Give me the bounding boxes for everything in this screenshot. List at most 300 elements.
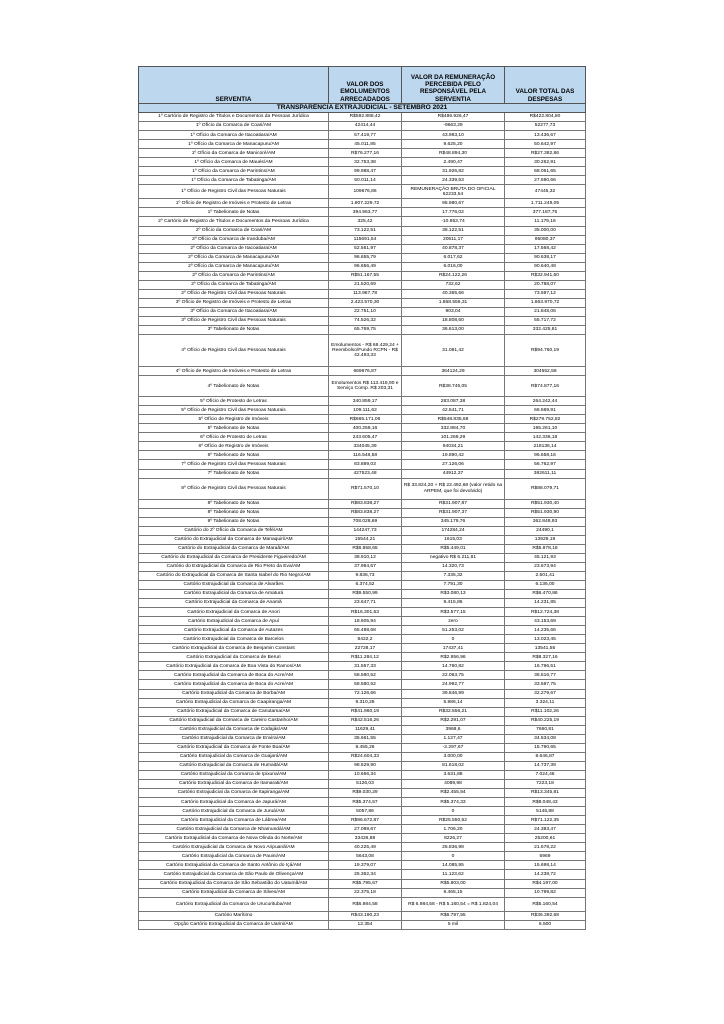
despesas-cell: 96.658,16 [505,451,586,460]
remuneracao-cell: R$ 33.824,20 + R$ 22.492,68 (valor retido na ARPEM, que foi devolvido) [402,478,505,499]
serventia-cell: Cartório Extrajudicial da Comarca de Pauini/AM [139,852,329,861]
table-row [139,671,586,680]
table-row [139,442,586,451]
emolumentos-cell: 58.580,52 [329,680,402,689]
table-row [139,517,586,526]
emolumentos-cell: R$76.277,16 [329,149,402,158]
despesas-cell: R$422.804,80 [505,113,586,122]
emolumentos-cell: 52.561,97 [329,244,402,253]
transparency-sheet [138,66,585,930]
table-row [139,599,586,608]
serventia-cell: Cartório Extrajudicial da Comarca de São Paulo de Olivença/AM [139,870,329,879]
remuneracao-cell: 22.063,75 [402,671,505,680]
remuneracao-cell: 1.706,20 [402,825,505,834]
remuneracao-cell: 24.339,53 [402,176,505,185]
emolumentos-cell: 58.580,52 [329,671,402,680]
emolumentos-cell: 19.379,07 [329,861,402,870]
remuneracao-cell: 8226,27 [402,834,505,843]
serventia-cell: 3º Ofício da Comarca de Itacoatiara/AM [139,307,329,316]
despesas-cell: 10.799,82 [505,888,586,897]
table-row [139,140,586,149]
remuneracao-cell: 27.126,06 [402,460,505,469]
emolumentos-cell: 5126,03 [329,780,402,789]
despesas-cell: 90.640,49 [505,262,586,271]
despesas-cell: 27.690,66 [505,176,586,185]
table-row [139,499,586,508]
table-row [139,879,586,888]
remuneracao-cell: R$ 6.984,58 - R$ 5.160,54 = R$ 1.824,04 [402,897,505,911]
table-row [139,326,586,335]
col-header-serventia: SERVENTIA [139,67,329,104]
despesas-cell: 66.569,91 [505,406,586,415]
remuneracao-cell: 9.415,86 [402,599,505,608]
remuneracao-cell: zero [402,617,505,626]
despesas-cell: R$5.878,18 [505,544,586,553]
despesas-cell: 90.638,17 [505,253,586,262]
col-header-emolumentos: VALOR DOS EMOLUMENTOS ARRECADADOS [329,67,402,104]
emolumentos-cell: 15544,21 [329,535,402,544]
serventia-cell: 1º Ofício da Comarca de Itacoatiara/AM [139,131,329,140]
emolumentos-cell: 57.419,77 [329,131,402,140]
despesas-cell: 2.501,41 [505,571,586,580]
serventia-cell: Cartório Extrajudicial da Comarca de Careiro Castanho/AM [139,716,329,725]
serventia-cell: 6º Tabelionato de Notas [139,451,329,460]
serventia-cell: Cartório Extrajudicial da Comarca de Lábrea/AM [139,816,329,825]
remuneracao-cell: R$31.907,37 [402,508,505,517]
emolumentos-cell: 96.655,79 [329,253,402,262]
serventia-cell: Cartório do Extrajudicial da Comarca de Maraã/AM [139,544,329,553]
serventia-cell: 3º Ofício de Registro de Imóveis e Protesto de Letras [139,298,329,307]
emolumentos-cell: 21.520,69 [329,280,402,289]
despesas-cell: R$51.930,40 [505,499,586,508]
emolumentos-cell: 394.963,77 [329,208,402,217]
despesas-cell: R$8.327,16 [505,653,586,662]
emolumentos-cell: 50.011,14 [329,176,402,185]
remuneracao-cell: 732,62 [402,280,505,289]
remuneracao-cell: 40.878,37 [402,244,505,253]
remuneracao-cell: 174284,24 [402,526,505,535]
despesas-cell: 35.000,00 [505,226,586,235]
remuneracao-cell: 0 [402,635,505,644]
despesas-cell: 45.121,93 [505,553,586,562]
despesas-cell: 5969 [505,852,586,861]
despesas-cell: R$40.225,19 [505,716,586,725]
table-row [139,280,586,289]
remuneracao-cell: 19.890,42 [402,451,505,460]
table-row [139,235,586,244]
serventia-cell: Cartório Extrajudicial da Comarca de Autazes [139,626,329,635]
serventia-cell: Cartório Extrajudicial da Comarca de Japurá/AM [139,798,329,807]
table-row [139,335,586,367]
table-row [139,415,586,424]
table-row [139,807,586,816]
despesas-cell: R$94.760,19 [505,335,586,367]
serventia-cell: 2º Ofício da Comarca de Manacapuru/AM [139,253,329,262]
emolumentos-cell: 2.423.570,30 [329,298,402,307]
remuneracao-cell: 3.000,00 [402,752,505,761]
emolumentos-cell: R$11.284,12 [329,653,402,662]
despesas-cell: 36.516,77 [505,671,586,680]
emolumentos-cell: 99.988,47 [329,167,402,176]
despesas-cell: 23.673,94 [505,562,586,571]
emolumentos-cell: 1.807.229,72 [329,199,402,208]
remuneracao-cell: 38.122,51 [402,226,505,235]
remuneracao-cell: 5.986,14 [402,698,505,707]
remuneracao-cell: R$3.577,15 [402,608,505,617]
serventia-cell: Cartório Extrajudicial da Comarca de Ipixuna/AM [139,770,329,779]
despesas-cell: 5146,88 [505,807,586,816]
remuneracao-cell: 14.760,82 [402,662,505,671]
table-row [139,580,586,589]
serventia-cell: Cartório Extrajudicial da Comarca de Anamã [139,599,329,608]
serventia-cell: 1º Ofício da Comarca de Parintins/AM [139,167,329,176]
remuneracao-cell: 5 mil [402,920,505,929]
remuneracao-cell: 9.625,20 [402,140,505,149]
remuneracao-cell: 364124,29 [402,367,505,376]
table-row [139,562,586,571]
despesas-cell: R$6.470,86 [505,590,586,599]
despesas-cell: R$5.160,54 [505,897,586,911]
remuneracao-cell: -9663,29 [402,122,505,131]
emolumentos-cell: 400.259,16 [329,424,402,433]
emolumentos-cell: 113.967,78 [329,289,402,298]
serventia-cell: 9º Tabelionato de Notas [139,517,329,526]
table-row [139,920,586,929]
remuneracao-cell: R$31.907,87 [402,499,505,508]
remuneracao-cell: 903,04 [402,307,505,316]
serventia-cell: Cartório Extrajudicial da Comarca de Itapiranga/AM [139,789,329,798]
serventia-cell: Cartório do Extrajudicial da Comarca de Manaquiri/AM [139,535,329,544]
emolumentos-cell: 340.859,17 [329,397,402,406]
table-row [139,861,586,870]
remuneracao-cell: 25.836,98 [402,843,505,852]
remuneracao-cell: 283.087,38 [402,397,505,406]
table-row [139,843,586,852]
emolumentos-cell: 74.526,32 [329,316,402,325]
table-row [139,469,586,478]
emolumentos-cell: 32.753,38 [329,158,402,167]
emolumentos-cell: 73.122,51 [329,226,402,235]
serventia-cell: 1º Ofício da Comarca de Maués/AM [139,158,329,167]
table-row [139,244,586,253]
table-row [139,789,586,798]
serventia-cell: Cartório Extrajudicial da Comarca de Barcelos [139,635,329,644]
emolumentos-cell: 33426,88 [329,834,402,843]
table-row [139,798,586,807]
despesas-cell: 73.597,12 [505,289,586,298]
serventia-cell: Cartório Extrajudicial da Comarca de Canutama/AM [139,707,329,716]
serventia-cell: Cartório Extrajudicial da Comarca de Fonte Boa/AM [139,743,329,752]
table-row [139,176,586,185]
despesas-cell: R$12.724,38 [505,608,586,617]
despesas-cell: R$8.048,43 [505,798,586,807]
despesas-cell: R$88.079,71 [505,478,586,499]
emolumentos-cell: R$9.030,29 [329,789,402,798]
despesas-cell: 47445,32 [505,185,586,199]
serventia-cell: Opção Cartório Extrajudicial da Comarca de Uarini/AM [139,920,329,929]
remuneracao-cell: -10.853,74 [402,217,505,226]
emolumentos-cell: R$83.838,27 [329,508,402,517]
serventia-cell: 1º Ofício de Registro de Imóveis e Protesto de Letras [139,199,329,208]
table-row [139,571,586,580]
serventia-cell: Cartório do Extrajudicial da Comarca de Presidente Figueiredo/AM [139,553,329,562]
despesas-cell: 13541,55 [505,644,586,653]
table-row [139,897,586,911]
serventia-cell: 8º Tabelionato de Notas [139,508,329,517]
serventia-cell: Cartório Marítimo [139,911,329,920]
emolumentos-cell: 18.605,94 [329,617,402,626]
despesas-cell: 11.179,16 [505,217,586,226]
serventia-cell: 5º Ofício de Protesto de Letras [139,397,329,406]
despesas-cell: 14.231,85 [505,599,586,608]
table-row [139,226,586,235]
table-row [139,526,586,535]
despesas-cell: 264.242,44 [505,397,586,406]
table-row [139,752,586,761]
emolumentos-cell: R$41.960,19 [329,707,402,716]
table-row [139,608,586,617]
table-row [139,167,586,176]
despesas-cell: 13929,18 [505,535,586,544]
serventia-cell: 2º Ofício da Comarca de Itacoatiara/AM [139,244,329,253]
emolumentos-cell: 96.656,49 [329,262,402,271]
serventia-cell: Cartório Extrajudicial da Comarca de Caapiranga/AM [139,698,329,707]
despesas-cell: R$11.102,26 [505,707,586,716]
emolumentos-cell: 45.011,85 [329,140,402,149]
despesas-cell: 25200,61 [505,834,586,843]
despesas-cell: R$4.197,00 [505,879,586,888]
serventia-cell: 5º Ofício de Registro Civil das Pessoas Naturais [139,406,329,415]
emolumentos-cell: R$83.838,27 [329,499,402,508]
remuneracao-cell: 14.085,95 [402,861,505,870]
emolumentos-cell: 72.126,66 [329,689,402,698]
despesas-cell: 20.788,07 [505,280,586,289]
serventia-cell: 1º Cartório de Registro de Títulos e Documentos da Pessoas Jurídica [139,113,329,122]
emolumentos-cell: 144247,73 [329,526,402,535]
table-row [139,662,586,671]
emolumentos-cell: R$9.550,99 [329,590,402,599]
remuneracao-cell: 20611,17 [402,235,505,244]
remuneracao-cell: 7.791,30 [402,580,505,589]
table-row [139,544,586,553]
remuneracao-cell: 31.926,82 [402,167,505,176]
serventia-cell: 3º Ofício de Registro Civil das Pessoas Naturais [139,316,329,325]
emolumentos-cell: 42414,44 [329,122,402,131]
serventia-cell: Cartório Extrajudicial da Comarca de Urucurituba/AM [139,897,329,911]
serventia-cell: Cartório do Extrajudicial da Comarca de Santa Isabel do Rio Negro/AM [139,571,329,580]
serventia-cell: Cartório Extrajudicial da Comarca de Boca do Acre/AM [139,680,329,689]
despesas-cell: 33.587,75 [505,680,586,689]
table-row [139,406,586,415]
table-row [139,698,586,707]
despesas-cell: 68.061,65 [505,167,586,176]
serventia-cell: Cartório Extrajudicial da Comarca de Anori [139,608,329,617]
remuneracao-cell: R$5.449,01 [402,544,505,553]
table-row [139,816,586,825]
emolumentos-cell: 65.488,68 [329,626,402,635]
remuneracao-cell: R$486.926,47 [402,113,505,122]
emolumentos-cell: 8.455,26 [329,743,402,752]
emolumentos-cell: 9.836,73 [329,571,402,580]
serventia-cell: Cartório Extrajudicial da Comarca de Guajará/AM [139,752,329,761]
table-row [139,208,586,217]
remuneracao-cell: 6.017,62 [402,253,505,262]
despesas-cell: 24490,1 [505,526,586,535]
remuneracao-cell: 11.123,62 [402,870,505,879]
despesas-cell: 15.790,65 [505,743,586,752]
emolumentos-cell: 115691,54 [329,235,402,244]
remuneracao-cell: R$48.894,30 [402,149,505,158]
despesas-cell: R$36.392,68 [505,911,586,920]
remuneracao-cell: 17437,41 [402,644,505,653]
remuneracao-cell: 39.846,99 [402,689,505,698]
emolumentos-cell: 243.605,47 [329,433,402,442]
table-row [139,158,586,167]
remuneracao-cell: R$6.797,55 [402,911,505,920]
table-row [139,535,586,544]
remuneracao-cell: R$25.550,52 [402,816,505,825]
emolumentos-cell: 22728,17 [329,644,402,653]
remuneracao-cell: 9.465,15 [402,888,505,897]
emolumentos-cell: 325,42 [329,217,402,226]
remuneracao-cell: 81.618,02 [402,761,505,770]
table-row [139,644,586,653]
serventia-cell: Cartório Extrajudicial da Comarca de Amaturá [139,590,329,599]
table-row [139,590,586,599]
despesas-cell: 21.678,22 [505,843,586,852]
table-row [139,870,586,879]
emolumentos-cell: 109.111,62 [329,406,402,415]
despesas-cell: 24.383,47 [505,825,586,834]
table-row [139,743,586,752]
serventia-cell: 2º Ofício de Registro Civil das Pessoas Naturais [139,289,329,298]
table-row [139,834,586,843]
serventia-cell: 6º Ofício de Protesto de Letras [139,433,329,442]
remuneracao-cell: 3968,6 [402,725,505,734]
emolumentos-cell: 5643,08 [329,852,402,861]
remuneracao-cell: 6.016,00 [402,262,505,271]
serventia-cell: Cartório Extrajudicial da Comarca de Santo Antônio do Içá/AM [139,861,329,870]
serventia-cell: 2º Ofício da Comarca de Manacapuru/AM [139,262,329,271]
despesas-cell: 52277,73 [505,122,586,131]
table-row [139,253,586,262]
emolumentos-cell: 10.656,34 [329,770,402,779]
table-row [139,460,586,469]
emolumentos-cell: R$16.301,53 [329,608,402,617]
header-row [139,67,586,104]
serventia-cell: 4º Ofício de Registro Civil das Pessoas Naturais [139,335,329,367]
emolumentos-cell: 22.375,18 [329,888,402,897]
serventia-cell: Cartório Extrajudicial da Comarca de Humaitá/AM [139,761,329,770]
serventia-cell: Cartório Extrajudicial da Comarca de Benjamin Constant [139,644,329,653]
emolumentos-cell: R$6.984,58 [329,897,402,911]
emolumentos-cell: R$96.672,87 [329,816,402,825]
emolumentos-cell: R$24.604,33 [329,752,402,761]
table-row [139,397,586,406]
table-row [139,780,586,789]
emolumentos-cell: 25.362,34 [329,870,402,879]
remuneracao-cell: R$2.956,96 [402,653,505,662]
despesas-cell: 55.717,72 [505,316,586,325]
despesas-cell: 8.646,87 [505,752,586,761]
remuneracao-cell: 94034,21 [402,442,505,451]
serventia-cell: 1º Ofício da Comarca de Coari/AM [139,122,329,131]
period-band: TRANSPARÊNCIA EXTRAJUDICIAL - SETEMBRO 2021 [139,104,586,113]
table-row [139,911,586,920]
serventia-cell: Cartório Extrajudicial da Comarca de Novo Aripuanã/AM [139,843,329,852]
remuneracao-cell: 43.983,10 [402,131,505,140]
serventia-cell: Cartório Extrajudicial da Comarca de Borba/AM [139,689,329,698]
despesas-cell: 50.642,97 [505,140,586,149]
despesas-cell: 13.023,45 [505,635,586,644]
serventia-cell: Cartório Extrajudicial da Comarca de Beruri [139,653,329,662]
remuneracao-cell: R$548.835,68 [402,415,505,424]
emolumentos-cell: R$71.570,10 [329,478,402,499]
despesas-cell: 15.698,14 [505,861,586,870]
remuneracao-cell: 4089,98 [402,780,505,789]
despesas-cell: 362.848,93 [505,517,586,526]
serventia-cell: Cartório do Extrajudicial da Comarca de Rio Preto da Eva/AM [139,562,329,571]
emolumentos-cell: 8422,2 [329,635,402,644]
table-row [139,478,586,499]
emolumentos-cell: 31.557,33 [329,662,402,671]
despesas-cell: 95080,37 [505,235,586,244]
serventia-cell: Cartório Extrajudicial da Comarca de Boca do Acre/AM [139,671,329,680]
remuneracao-cell: R$2.291,07 [402,716,505,725]
serventia-cell: 3º Tabelionato de Notas [139,326,329,335]
serventia-cell: Cartório Extrajudicial da Comarca de Apuí [139,617,329,626]
serventia-cell: 1º Ofício de Registro Civil das Pessoas Naturais [139,185,329,199]
remuneracao-cell: 31.081,42 [402,335,505,367]
remuneracao-cell: 17.776,02 [402,208,505,217]
serventia-cell: 2º Ofício da Comarca de Coari/AM [139,226,329,235]
remuneracao-cell: 0 [402,807,505,816]
table-row [139,113,586,122]
col-header-despesas: VALOR TOTAL DAS DESPESAS [505,67,586,104]
remuneracao-cell: R$5.803,00 [402,879,505,888]
despesas-cell: 6.500 [505,920,586,929]
emolumentos-cell: R$42.516,26 [329,716,402,725]
emolumentos-cell: R$592.888,42 [329,113,402,122]
remuneracao-cell: 345.179,76 [402,517,505,526]
table-row [139,298,586,307]
despesas-cell: R$279.752,82 [505,415,586,424]
transparency-table [138,66,586,930]
remuneracao-cell: 1.868.556,31 [402,298,505,307]
table-row [139,653,586,662]
despesas-cell: 7660,81 [505,725,586,734]
table-row [139,680,586,689]
remuneracao-cell: 44912,37 [402,469,505,478]
despesas-cell: 1.711.249,05 [505,199,586,208]
serventia-cell: 8º Ofício de Registro Civil das Pessoas Naturais [139,478,329,499]
table-row [139,433,586,442]
remuneracao-cell: 51.253,02 [402,626,505,635]
table-row [139,451,586,460]
emolumentos-cell: 23.647,71 [329,599,402,608]
despesas-cell: 7223,18 [505,780,586,789]
table-row [139,825,586,834]
emolumentos-cell: 35.661,55 [329,734,402,743]
table-row [139,761,586,770]
emolumentos-cell: 98.529,90 [329,761,402,770]
table-row [139,553,586,562]
remuneracao-cell: negativo R$ 6.211,81 [402,553,505,562]
emolumentos-cell: 40.225,49 [329,843,402,852]
col-header-remuneracao: VALOR DA REMUNERAÇÃO PERCEBIDA PELO RESPONSÁVEL PELA SERVENTIA [402,67,505,104]
serventia-cell: 1º Ofício da Comarca de Manacapuru/AM [139,140,329,149]
table-row [139,617,586,626]
